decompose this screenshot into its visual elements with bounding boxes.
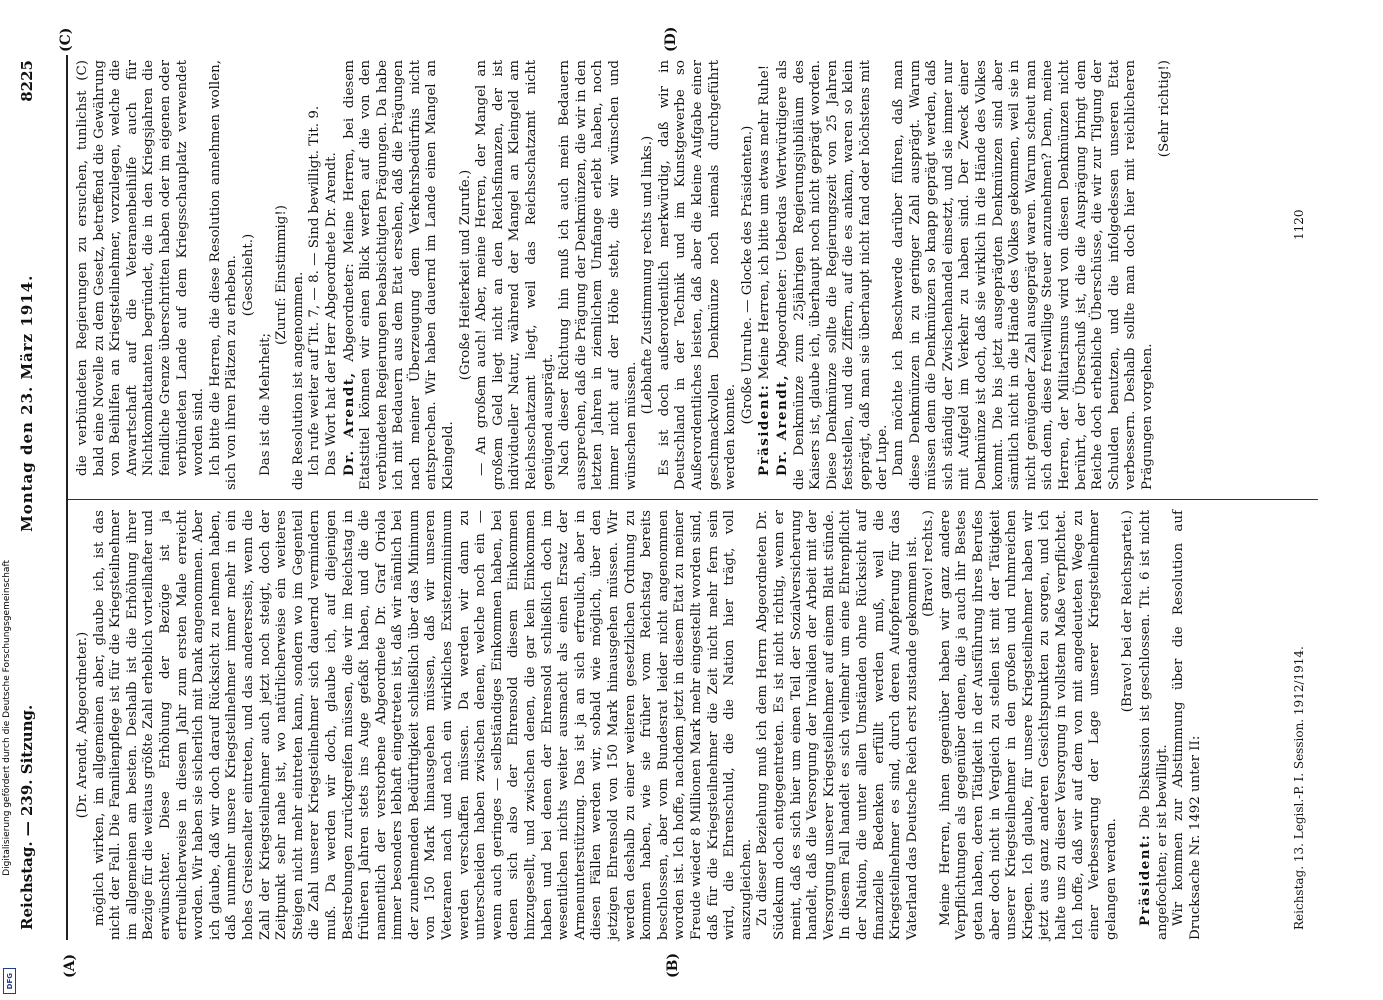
paragraph <box>1137 510 1171 940</box>
interjection: (Bravo! bei der Reichspartei.) <box>1120 510 1136 713</box>
speech-text: Abgeordneter: Meine Herren, bei diesem Etatstitel können wir einen Blick werfen auf die von den verbündeten Regierungen beabsichtigten Prägungen. Da habe ich mit Bedauern aus dem Etat ersehen, daß die Prägungen nach meiner Überzeugung dem Verkehrsbedürfnis nicht entsprechen. Wir haben dauernd im Lande einen Mangel an Kleingeld. <box>341 59 457 490</box>
margin-marker-d: (D) <box>663 26 679 52</box>
margin-marker-b: (B) <box>665 952 681 978</box>
paragraph: Ich rufe weiter auf Tit. 7, — 8. — Sind bewilligt. Tit. 9. <box>307 105 323 476</box>
header-center: Montag den 23. März 1914. <box>18 274 36 532</box>
interjection: (Lebhafte Zustimmung rechts und links.) <box>640 135 656 415</box>
left-column <box>75 510 1204 940</box>
margin-marker-a: (A) <box>62 953 78 978</box>
interjection: (Geschieht.) <box>240 233 256 317</box>
interjection: (Große Heiterkeit und Zurufe.) <box>457 169 473 381</box>
paragraph <box>756 60 774 490</box>
paragraph: Zu dieser Beziehung muß ich dem Herrn Abgeordneten Dr. Südekum doch entgegentreten. Es ist nicht richtig, wenn er meint, daß es sich hier um einen Teil der Sozialversicherung handelt, daß die Versorgung der Invaliden der Arbeit mit der Versorgung unserer Kriegsteilnehmer auf einem Blatt stünde. In diesem Fall handelt es sich vielmehr um eine Ehrenpflicht der Nation, die unter allen Umständen ohne Rücksicht auf finanzielle Bedenken erfüllt werden muß, weil die Kriegsteilnehmer es sind, durch deren Aufopferung für das Vaterland das Deutsche Reich erst zustande gekommen ist. <box>755 510 920 940</box>
paragraph: Wir kommen zur Abstimmung über die Resolution auf Drucksache Nr. 1492 unter II: <box>1171 510 1203 940</box>
logo-text: DFG <box>5 972 14 990</box>
speaker-label: Dr. Arendt, <box>773 374 790 476</box>
paragraph: Dann möchte ich Beschwerde darüber führen, daß man diese Denkmünzen in zu geringer Zahl ausprägt. Warum müssen denn die Denkmünzen so knapp geprägt werden, daß sich ständig der Zwischenhandel einsetzt, und sie immer nur mit Aufgeld im Verkehr zu haben sind. Der Zweck einer Denkmünze ist doch, daß sie wirklich in die Hände des Volkes kommt. Die bis jetzt ausgeprägten Denkmünzen sind aber sämtlich nicht in die Hände des Volkes gekommen, weil sie in nicht genügender Zahl ausgeprägt waren. Warum scheut man sich denn, diese freiwillige Steuer anzunehmen? Denn, meine Herren, der Militarismus wird von diesen Denkmünzen nicht berührt, der Überschuß ist, die die Ausprägung bringt dem Reiche doch erhebliche Überschüsse, die wir zur Tilgung der Schulden benutzen, und die infolgedessen unseren Etat verbessern. Deshalb sollte man doch hier mit reichlicheren Prägungen vorgehen. <box>891 60 1155 490</box>
paragraph: — An großem auch! Aber, meine Herren, der Mangel an großem Geld liegt nicht an den Reichsfinanzen, der ist individueller Natur, während der Mangel an Kleingeld am Reichsschatzamt liegt, weil das Reichsschatzamt nicht genügend ausprägt. <box>474 60 556 490</box>
interjection: (Große Unruhe. — Glocke des Präsidenten.) <box>739 125 755 425</box>
interjection: (Zuruf: Einstimmig!) <box>274 205 290 345</box>
speech-text: Meine Herren, ich bitte um etwas mehr Ruhe! <box>757 64 773 380</box>
paragraph: Es ist doch außerordentlich merkwürdig, daß wir in Deutschland in der Technik und im Kunstgewerbe so Außerordentliches leisten, daß aber die kleine Aufgabe einer geschmackvollen Denkmünze noch niemals durchgeführt werden konnte. <box>656 60 739 490</box>
margin-marker-c: (C) <box>58 27 74 52</box>
paragraph: Ich bitte die Herren, die diese Resolution annehmen wollen, sich von ihren Plätzen zu erheben. <box>207 60 240 490</box>
paragraph <box>341 60 458 490</box>
credit-text: Digitalisierung gefördert durch die Deutsche Forschungsgemeinschaft <box>2 560 12 876</box>
header-rule <box>66 55 68 940</box>
speech-text: Abgeordneter: Ueberdas Wertwürdigere als die Denkmünze zum 25jährigen Regierungsjubiläum des Kaisers ist, glaube ich, überhaupt noch nicht geprägt worden. Diese Denkmünze sollte die Regierungszeit von 25 Jahren feststellen, und die Ziffern, auf die es ankam, waren so klein geprägt, daß man sie überhaupt nicht fand oder höchstens mit der Lupe. <box>774 59 890 490</box>
speech-text: Die Diskussion ist geschlossen. Tit. 6 ist nicht angefochten; er ist bewilligt. <box>1138 510 1170 940</box>
speaker-line: (Dr. Arendt, Abgeordneter.) <box>75 631 90 819</box>
column-divider <box>68 499 1318 500</box>
paragraph: Meine Herren, ihnen gegenüber haben wir ganz andere Verpflichtungen als gegenüber denen, die ja auch ihr Bestes getan haben, deren Tätigkeit in der Ausführung ihres Berufes aber doch nicht in Vergleich zu stellen ist mit der Tätigkeit unserer Kriegsteilnehmer in den großen und ruhmreichen Kriegen. Ich glaube, für unsere Kriegsteilnehmer haben wir jetzt aus ganz anderen Gesichtspunkten zu sorgen, und ich halte uns zu dieser Versorgung in vollstem Maße verpflichtet. Ich hoffe, daß wir auf dem von mit angedeuteten Wege zu einer Verbesserung der Lage unserer Kriegsteilnehmer gelangen werden. <box>937 510 1119 940</box>
paragraph <box>774 60 891 490</box>
resolution-text: die verbündeten Regierungen zu ersuchen, tunlichst (C) bald eine Novelle zu dem Gesetz, betreffend die Gewährung von Beihilfen an Kriegsteilnehmer, vorzulegen, welche die Anwartschaft auf die Veteranenbeihilfe auch für Nichtkombattanten begründet, die in den Kriegsjahren die feindliche Grenze überschritten haben oder im eigenen oder verbündeten Lande auf dem Kriegsschauplatz verwendet worden sind. <box>75 60 207 476</box>
page-header <box>18 60 40 930</box>
footer-sheet-number: 1120 <box>1292 209 1306 240</box>
paragraph: möglich wirken, im allgemeinen aber, glaube ich, ist das nicht der Fall. Die Familienpflege ist für die Kriegsteilnehmer im allgemeinen am besten. Deshalb ist die Erhöhung ihrer Bezüge für die weitaus größte Zahl erheblich vorteilhafter und erwünschter. Diese Erhöhung der Bezüge ist ja erfreulicherweise in diesem Jahr zum ersten Male erreicht worden. Wir haben sie sicherlich mit Dank angenommen. Aber ich glaube, daß wir doch darauf Rücksicht zu nehmen haben, daß nunmehr unsere Kriegsteilnehmer immer mehr in ein hohes Greisenalter eintreten, und das andererseits, wenn die Zahl der Kriegsteilnehmer auch jetzt noch steigt, doch der Zeitpunkt sehr nahe ist, wo natürlicherweise ein weiteres Steigen nicht mehr eintreten kann, sondern wo im Gegenteil die Zahl unserer Kriegsteilnehmer sich dauernd vermindern muß. Da werden wir doch, glaube ich, auf diejenigen Bestrebungen zurückgreifen müssen, die wir im Reichstag in früheren Jahren stets ins Auge gefaßt haben, und die die namentlich der verstorbene Abgeordnete Dr. Graf Oriola immer besonders lebhaft eingetreten ist, daß wir nämlich bei der zunehmenden Bedürftigkeit schließlich über das Minimum von 150 Mark hinausgehen müssen, daß wir unseren Veteranen nach und nach ein wirkliches Existenzminimum werden verschaffen müssen. Da werden wir dann zu unterscheiden haben zwischen denen, welche noch ein — wenn auch geringes — selbständiges Einkommen haben, bei denen sich also der Ehrensold diesem Einkommen hinzugesellt, und zwischen denen, die gar kein Einkommen haben und bei denen der Ehrensold schließlich doch im wesentlichen nichts weiter ausmacht als einen Ersatz der Armenunterstützung. Das ist ja an sich erfreulich, aber in diesen Fällen werden wir, sobald wie möglich, über den jetzigen Ehrensold von 150 Mark hinausgehen müssen. Wir werden deshalb zu einer weiteren gesetzlichen Ordnung zu kommen haben, wie sie früher vom Reichstag bereits beschlossen, aber vom Bundesrat leider nicht angenommen worden ist. Ich hoffe, nachdem jetzt in diesem Etat zu meiner Freude wieder 8 Millionen Mark mehr eingestellt worden sind, daß für die Kriegsteilnehmer die Zeit nicht mehr fern sein wird, die Ehrenschuld, die die Nation hier trägt, voll auszugleichen. <box>91 510 754 940</box>
right-column <box>75 60 1173 490</box>
speaker-label: Präsident: <box>1137 833 1153 926</box>
paragraph: Das Wort hat der Herr Abgeordnete Dr. Arendt. <box>323 152 339 476</box>
footer-legislature: Reichstag. 13. Legisl.-P. I. Session. 1912/1914. <box>1292 646 1306 930</box>
dfg-logo-icon <box>3 968 16 994</box>
speaker-label: Präsident: <box>756 383 773 476</box>
page-number: 8225 <box>18 60 36 102</box>
paragraph: Das ist die Mehrheit; <box>257 332 273 476</box>
interjection: (Bravo! rechts.) <box>921 510 937 617</box>
paragraph: die Resolution ist angenommen. <box>290 271 306 490</box>
paragraph: Nach dieser Richtung hin muß ich auch mein Bedauern aussprechen, daß die Prägung der Denkmünzen, die wir in den letzten Jahren in ziemlichem Umfange erlebt haben, noch immer nicht auf der Höhe steht, die wir wünschen und wünschen müssen. <box>557 60 639 490</box>
header-left: Reichstag. — 239. Sitzung. <box>18 704 36 930</box>
interjection: (Sehr richtig!) <box>1156 60 1172 158</box>
digitization-credit <box>2 560 14 960</box>
speaker-label: Dr. Arendt, <box>340 371 357 476</box>
